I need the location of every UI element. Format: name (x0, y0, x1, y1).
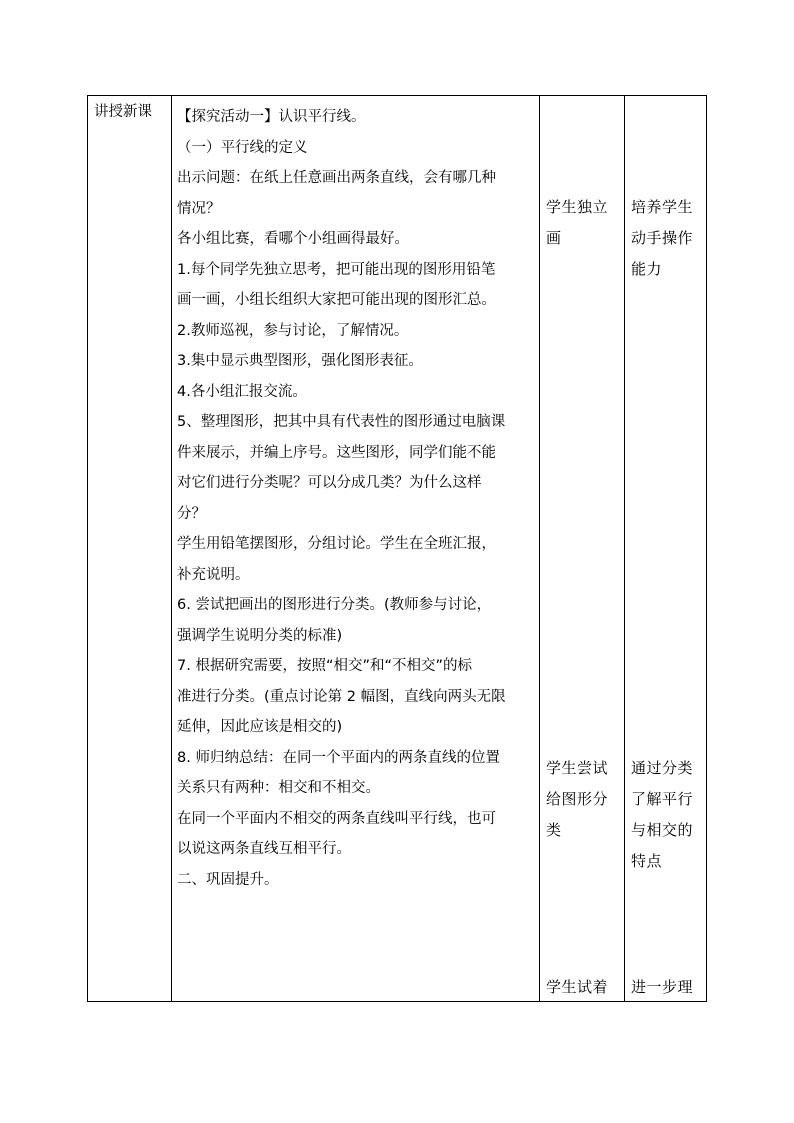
content-line: 【探究活动一】认识平行线。 (177, 109, 366, 125)
student-activity-column (539, 96, 624, 1001)
student-activity-1 (546, 192, 620, 254)
content-line: 强调学生说明分类的标准) (177, 627, 343, 644)
content-line: 件来展示，并编上序号。这些图形，同学们能不能 (177, 444, 496, 461)
content-line: 准进行分类。(重点讨论第 2 幅图，直线向两头无限 (177, 688, 506, 705)
content-line: 延伸，因此应该是相交的) (177, 719, 343, 735)
lesson-plan-table (87, 95, 707, 1002)
content-line: 3.集中显示典型图形，强化图形表征。 (177, 353, 423, 369)
teaching-content-cell (171, 96, 539, 895)
cell-line: 给图形分 (546, 790, 609, 808)
content-line: 分？ (177, 505, 206, 522)
cell-line: 学生尝试 (546, 759, 609, 777)
cell-line: 与相交的 (631, 821, 694, 839)
content-line: 二、巩固提升。 (177, 871, 279, 888)
content-line: 4.各小组汇报交流。 (177, 383, 307, 400)
content-line: 8. 师归纳总结：在同一个平面内的两条直线的位置 (177, 749, 500, 766)
cell-line: 学生独立 (546, 198, 609, 216)
content-line: 情况？ (177, 200, 221, 217)
cell-line: 能力 (631, 260, 663, 278)
stage-label: 讲授新课 (94, 104, 152, 120)
design-intent-1 (631, 192, 704, 285)
cell-line: 培养学生 (631, 198, 694, 216)
content-line: 5、整理图形，把其中具有代表性的图形通过电脑课 (177, 414, 506, 430)
cell-line: 画 (546, 229, 562, 247)
cell-line: 了解平行 (631, 790, 694, 808)
design-intent-2 (631, 753, 704, 877)
content-line: 以说这两条直线互相平行。 (177, 841, 351, 857)
cell-line: 动手操作 (631, 229, 694, 247)
content-line: 补充说明。 (177, 566, 250, 583)
design-intent-3 (631, 972, 704, 1003)
cell-line: 通过分类 (631, 759, 694, 777)
cell-line: 特点 (631, 852, 663, 870)
content-line: 出示问题：在纸上任意画出两条直线，会有哪几种 (177, 170, 496, 186)
content-line: 2.教师巡视，参与讨论，了解情况。 (177, 322, 409, 339)
content-line: （一）平行线的定义 (177, 139, 308, 156)
content-line: 各小组比赛，看哪个小组画得最好。 (177, 231, 409, 247)
student-activity-2 (546, 753, 620, 846)
cell-line: 学生试着 (546, 978, 609, 996)
content-line: 对它们进行分类呢？可以分成几类？为什么这样 (177, 475, 482, 491)
cell-line: 进一步理 (631, 978, 694, 996)
cell-line: 类 (546, 821, 562, 839)
content-line: 在同一个平面内不相交的两条直线叫平行线，也可 (177, 810, 496, 827)
design-intent-column (624, 96, 708, 1001)
stage-cell (88, 96, 171, 122)
student-activity-3 (546, 972, 620, 1003)
content-line: 7. 根据研究需要，按照“相交”和“不相交”的标 (177, 658, 472, 674)
content-line: 关系只有两种：相交和不相交。 (177, 780, 380, 796)
content-line: 学生用铅笔摆图形，分组讨论。学生在全班汇报， (177, 536, 496, 552)
content-line: 6. 尝试把画出的图形进行分类。(教师参与讨论， (177, 597, 492, 613)
content-line: 画一画，小组长组织大家把可能出现的图形汇总。 (177, 292, 496, 308)
content-line: 1.每个同学先独立思考，把可能出现的图形用铅笔 (177, 261, 496, 278)
